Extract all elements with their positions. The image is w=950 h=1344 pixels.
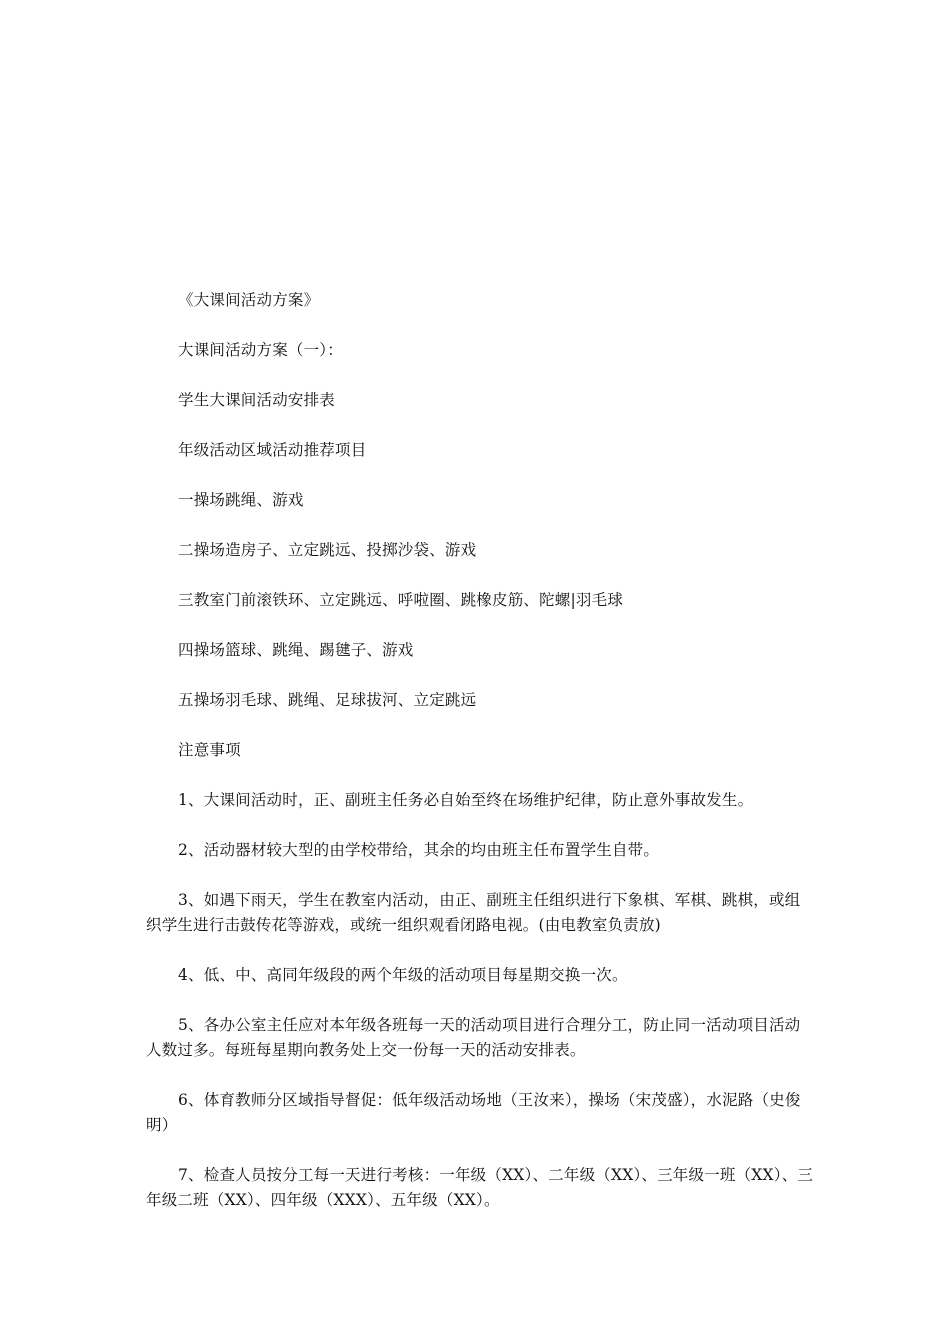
table-row-grade-1: 一操场跳绳、游戏 bbox=[178, 491, 304, 509]
table-row-grade-4: 四操场篮球、跳绳、踢毽子、游戏 bbox=[178, 641, 414, 659]
note-item-1: 1、大课间活动时，正、副班主任务必自始至终在场维护纪律，防止意外事故发生。 bbox=[178, 791, 754, 809]
table-header-row: 年级活动区域活动推荐项目 bbox=[178, 441, 367, 459]
document-body bbox=[146, 288, 814, 1238]
document-title: 《大课间活动方案》 bbox=[178, 291, 320, 309]
note-item-2: 2、活动器材较大型的由学校带给，其余的均由班主任布置学生自带。 bbox=[178, 841, 660, 859]
note-item-6: 6、体育教师分区域指导督促：低年级活动场地（王汝来），操场（宋茂盛），水泥路（史俊明） bbox=[146, 1091, 801, 1134]
section-heading: 大课间活动方案（一）： bbox=[178, 341, 343, 359]
table-row-grade-5: 五操场羽毛球、跳绳、足球拔河、立定跳远 bbox=[178, 691, 477, 709]
note-item-5: 5、各办公室主任应对本年级各班每一天的活动项目进行合理分工，防止同一活动项目活动人数过多。每班每星期向教务处上交一份每一天的活动安排表。 bbox=[146, 1016, 801, 1059]
table-row-grade-3: 三教室门前滚铁环、立定跳远、呼啦圈、跳橡皮筋、陀螺|羽毛球 bbox=[178, 591, 624, 609]
notes-heading: 注意事项 bbox=[178, 741, 241, 759]
table-row-grade-2: 二操场造房子、立定跳远、投掷沙袋、游戏 bbox=[178, 541, 477, 559]
note-item-4: 4、低、中、高同年级段的两个年级的活动项目每星期交换一次。 bbox=[178, 966, 628, 984]
note-item-7: 7、检查人员按分工每一天进行考核：一年级（XX）、二年级（XX）、三年级一班（XX）、三年级二班（XX）、四年级（XXX）、五年级（XX）。 bbox=[146, 1166, 814, 1209]
table-title: 学生大课间活动安排表 bbox=[178, 391, 336, 409]
note-item-3: 3、如遇下雨天，学生在教室内活动，由正、副班主任组织进行下象棋、军棋、跳棋，或组织学生进行击鼓传花等游戏，或统一组织观看闭路电视。(由电教室负责放) bbox=[146, 891, 801, 934]
